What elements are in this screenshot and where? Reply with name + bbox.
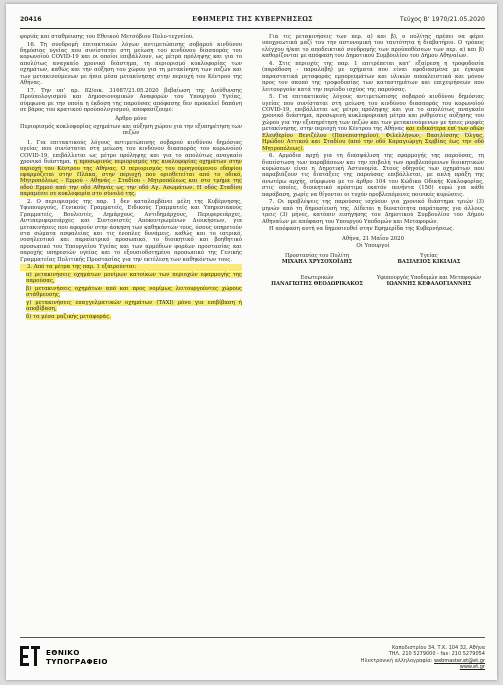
header-rule (20, 28, 485, 29)
date-line: Αθήνα, 21 Μαΐου 2020 (342, 235, 404, 242)
paragraph: 16. Τη συνδρομή επιτακτικών λόγων αντιμετώπισης σοβαρού κινδύνου δημόσιας υγείας που συνίσταται στη μείωση του κινδύνου διασποράς του κορωνοϊού COVID-19 και οι οποίοι επιβάλλουν, ως μέτρα πρόληψης και για το απολύτως αναγκαίο χρονικό διάστημα, τη περιορισμό κυκλοφορίας των οχημάτων, καθώς και την αύξηση του χώρου για τη μετακίνηση των πεζών και των μετακινούμενων με ήπια μέσα μετακίνησης στην περιοχή του Κέντρου της Αθήνας. (20, 41, 242, 87)
highlighted-text: α) μετακινήσεις οχημάτων μονίμων κατοίκων των περιοχών εφαρμογής της παρούσας, (26, 271, 242, 285)
page-number: 20416 (20, 16, 42, 23)
issue-reference: Τεύχος Β’ 1970/21.05.2020 (399, 16, 485, 23)
address: Καποδιστρίου 34, Τ.Κ. 104 32, Αθήνα (391, 645, 485, 651)
highlighted-text: και ειδικότερα επί των οδών Ελευθερίου Βενιζέλου (Πανεπιστημίου), Φιλελλήνων, Βασιλίσσης Όλγας, Ηρώδου Αττικού και Σταδίου (από την οδό Καραγιώργη Σερβίας έως την οδό Μητροπόλεως). (262, 126, 484, 152)
signatory-name: ΒΑΣΙΛΕΙΟΣ ΚΙΚΙΛΙΑΣ (397, 258, 461, 265)
exemption-item (20, 300, 242, 313)
document-page (6, 4, 497, 680)
highlighted-text: β) μετακινήσεις οχημάτων από και προς νομίμως λειτουργούντες χώρους στάθμευσης, (26, 285, 242, 299)
page-header (20, 14, 485, 26)
paragraph-5-text: 5. Για επιτακτικούς λόγους αντιμετώπισης σοβαρού κινδύνου δημόσιας υγείας που συνίσταται στη μείωση του κινδύνου διασποράς του κορωνοϊού COVID-19, επιβάλλεται ως μέτρο πρόληψης και για το απολύτως αναγκαίο χρονικό διάστημα, προσωρινή κυκλοφοριακή μέτρα και ρυθμίσεις αύξησης του χώρου για την εξυπηρέτηση των πεζών και των μετακινούμενων με ήπιες μορφές μετακίνησης, στην περιοχή του Κέντρου της Αθήνας (262, 94, 484, 133)
left-column (20, 34, 242, 322)
highlighted-text: η προσωρινός περιορισμός της κυκλοφορίας οχημάτων στην περιοχή του Κέντρου της Αθήνας. Ο περιορισμός του προηγούμενου εδαφίου εφαρμόζεται στην Πλάκα, στην περιοχή που οριοθετείται από το οδικό, Μητροπόλεως - Ερμού - Αθηνάς - Σταδίου - Μητροπόλεως και στο τμήμα της οδού Ερμού από την οδό Αθηνάς ως την οδό Αγ. Ασωμάτων. Η οδός Σταδίου παραμένει σε κυκλοφορία στο σύνολό της. (20, 159, 242, 198)
journal-title: ΕΦΗΜΕΡΙΣ ΤΗΣ ΚΥΒΕΡΝΗΣΕΩΣ (192, 16, 313, 23)
paragraph-6: 6. Αρμόδια αρχή για τη διασφάλιση της εφαρμογής της παρούσας, τη διαπίστωση των παραβάσεων και την επιβολή των προβλεπόμενων διοικητικών κυρώσεων είναι η Δημοτική Αστυνομία. Στους οδηγούς των οχημάτων που παραβιάζουν τις διατάξεις της παρούσας επιβάλλεται, με απλή πράξη της ανωτέρω αρχής, σύμφωνα με το άρθρο 104 του Κώδικα Οδικής Κυκλοφορίας, στις οποίες, διοικητικό πρόστιμο εκατόν πενήντα (150) ευρώ για κάθε παράβαση, χωρίς να θίγονται οι τυχόν προβλεπόμενες ποινικές κυρώσεις. (262, 153, 484, 198)
signatory-name: ΜΙΧΑΗΛ ΧΡΥΣΟΧΟΪΔΗΣ (281, 258, 353, 265)
paragraph-7: 7. Οι προβλέψεις της παρούσας ισχύουν για χρονικό διάστημα τριών (3) μηνών από τη δημοσίευσή της. Δίδεται η δυνατότητα παράτασης για άλλους τρεις (3) μήνες, κατόπιν εισήγησης του Δημοτικού Συμβουλίου του Δήμου Αθηναίων με απόφαση του Υπουργού Υποδομών και Μεταφορών. (262, 199, 484, 225)
signatory-role: Υφυπουργός Υποδομών και Μεταφορών (376, 274, 482, 281)
logo-mark-icon (20, 646, 40, 666)
paragraph-1-text: 1. Για επιτακτικούς λόγους αντιμετώπισης σοβαρού κινδύνου δημόσιας υγείας που συνίσταται στη μείωση του κινδύνου διασποράς του κορωνοϊού COVID-19, επιβάλλεται ως μέτρο πρόληψης και για το απολύτως αναγκαίο χρονικό διάστημα, (20, 139, 242, 166)
publication-order: Η απόφαση αυτή να δημοσιευθεί στην Εφημερίδα της Κυβερνήσεως. (269, 226, 455, 233)
page-footer (20, 637, 485, 672)
email-label: Ηλεκτρονική αλληλογραφία: (360, 657, 433, 664)
paragraph: 17. Την υπ’ αρ. 82/οικ. 31687/21.05.2020 βεβαίωση της Διεύθυνσης Προϋπολογισμού και Δημοσιονομικών Αναφορών του Υπουργού Υγείας, σύμφωνα με την οποία η έκδοση της παρούσας απόφασης δεν προκαλεί δαπάνη σε βάρος του κρατικού προϋπολογισμού, αποφασίζουμε: (20, 87, 242, 114)
paragraph-4: 4. Στις περιοχές της παρ. 1 επιτρέπεται κατ’ εξαίρεση η τροφοδοσία (παράδοση - παραλαβή) με οχήματα που είναι εφοδιασμένα με έγκυρα παραστατικά μεταφοράς εμπορευμάτων και υλικών αποκλειστικά και μόνον προς τον σκοπό της τροφοδοσίας των καταστημάτων και επιχειρήσεων που λειτουργούν κατά την περίοδο ισχύος της παρούσας. (262, 60, 484, 93)
right-column (262, 34, 484, 317)
paragraph-5 (262, 94, 484, 152)
highlighted-text: γ) μετακινήσεις επαγγελματικών οχημάτων (TAXI) μόνο για επιβίβαση ή αποβίβαση, (26, 299, 242, 313)
signature (262, 275, 372, 288)
logo-text-line2: ΤΥΠΟΓΡΑΦΕΙΟ (46, 657, 108, 666)
exemption-item (20, 272, 242, 285)
signatory-name: ΙΩΑΝΝΗΣ ΚΕΦΑΛΟΓΙΑΝΝΗΣ (386, 280, 472, 287)
paragraph-3-intro: 3. Από τα μέτρα της παρ. 1 εξαιρούνται: (20, 264, 242, 270)
national-printing-office-logo (20, 646, 140, 668)
signature (374, 253, 484, 266)
signatory-role: Υγείας (420, 252, 438, 259)
publisher-contact (361, 645, 485, 671)
exemption-item (20, 314, 242, 320)
phone: ΤΗΛ. 210 5279000 - fax: 210 5279054 (388, 651, 485, 658)
paragraph: φοριάς και σταθμευσης του Εθνικού Μετσόβιου Πολυ-τεχνείου. (20, 34, 194, 40)
logo-text-line1: ΕΘΝΙΚΟ (46, 648, 80, 657)
website-link[interactable]: www.et.gr (459, 664, 485, 671)
signature-block (262, 253, 484, 317)
paragraph: Για τις μετακινήσεις των περ. α) και β), ο πολίτης πρέπει να φέρει υποχρεωτικά μαζί του την αστυνομική του ταυτότητα ή διαβατήριο. Ο τρόπος ελέγχου ή/και το αποδεικτικό συνδρομής των προϋποθέσεων των περ. α) και β) καθορίζονται με απόφαση του Δημοτικού Συμβουλίου του Δήμου Αθηναίων. (262, 34, 484, 60)
exemption-item (20, 286, 242, 299)
paragraph-1 (20, 140, 242, 198)
signatory-role: Εσωτερικών (300, 274, 334, 281)
signatory-name: ΠΑΝΑΓΙΩΤΗΣ ΘΕΟΔΩΡΙΚΑΚΟΣ (271, 280, 363, 287)
article-heading: Άρθρο μόνο (115, 116, 147, 123)
signatory-role: Προστασίας του Πολίτη (285, 252, 349, 259)
ministers-heading: Οι Υπουργοί (356, 243, 390, 250)
paragraph-2: 2. Ο περιορισμός της παρ. 1 δεν καταλαμβάνει μέλη της Κυβέρνησης, Υφυπουργούς, Γενικούς Γραμματείς, Ειδικούς Γραμματείς και Υπηρεσιακούς Γραμματείς, Βουλευτές, Δημάρχους, Αντιδημάρχους, Περιφερειάρχες, Αντιπεριφερειάρχες και Συντονιστές Αποκεντρωμένων Διοικήσεων, για μετακινήσεις που αφορούν στην άσκηση των καθηκόντων τους, όσους υπηρετούν στα σώματα ασφαλείας και τις ένοπλες δυνάμεις, καθώς και το ιατρικό, νοσηλευτικό και παραϊατρικό προσωπικό, το διοικητικό και βοηθητικό προσωπικό του Υπουργείου Υγείας και των αρμόδιων φορέων προστασίας και παροχής υπηρεσιών υγείας και το εξουσιοδοτημένο προσωπικό της Γενικής Γραμματείας Πολιτικής Προστασίας για την εκτέλεση των καθηκόντων τους. (20, 198, 242, 263)
signature (374, 275, 484, 288)
article-subheading: Περιορισμός κυκλοφορίας οχημάτων και αύξηση χώρου για την εξυπηρέτηση των πεζών (20, 124, 242, 137)
email-link[interactable]: webmaster.et@et.gr (434, 657, 485, 664)
highlighted-text: δ) τα μέσα μαζικής μεταφοράς. (26, 313, 111, 320)
signature (262, 253, 372, 266)
